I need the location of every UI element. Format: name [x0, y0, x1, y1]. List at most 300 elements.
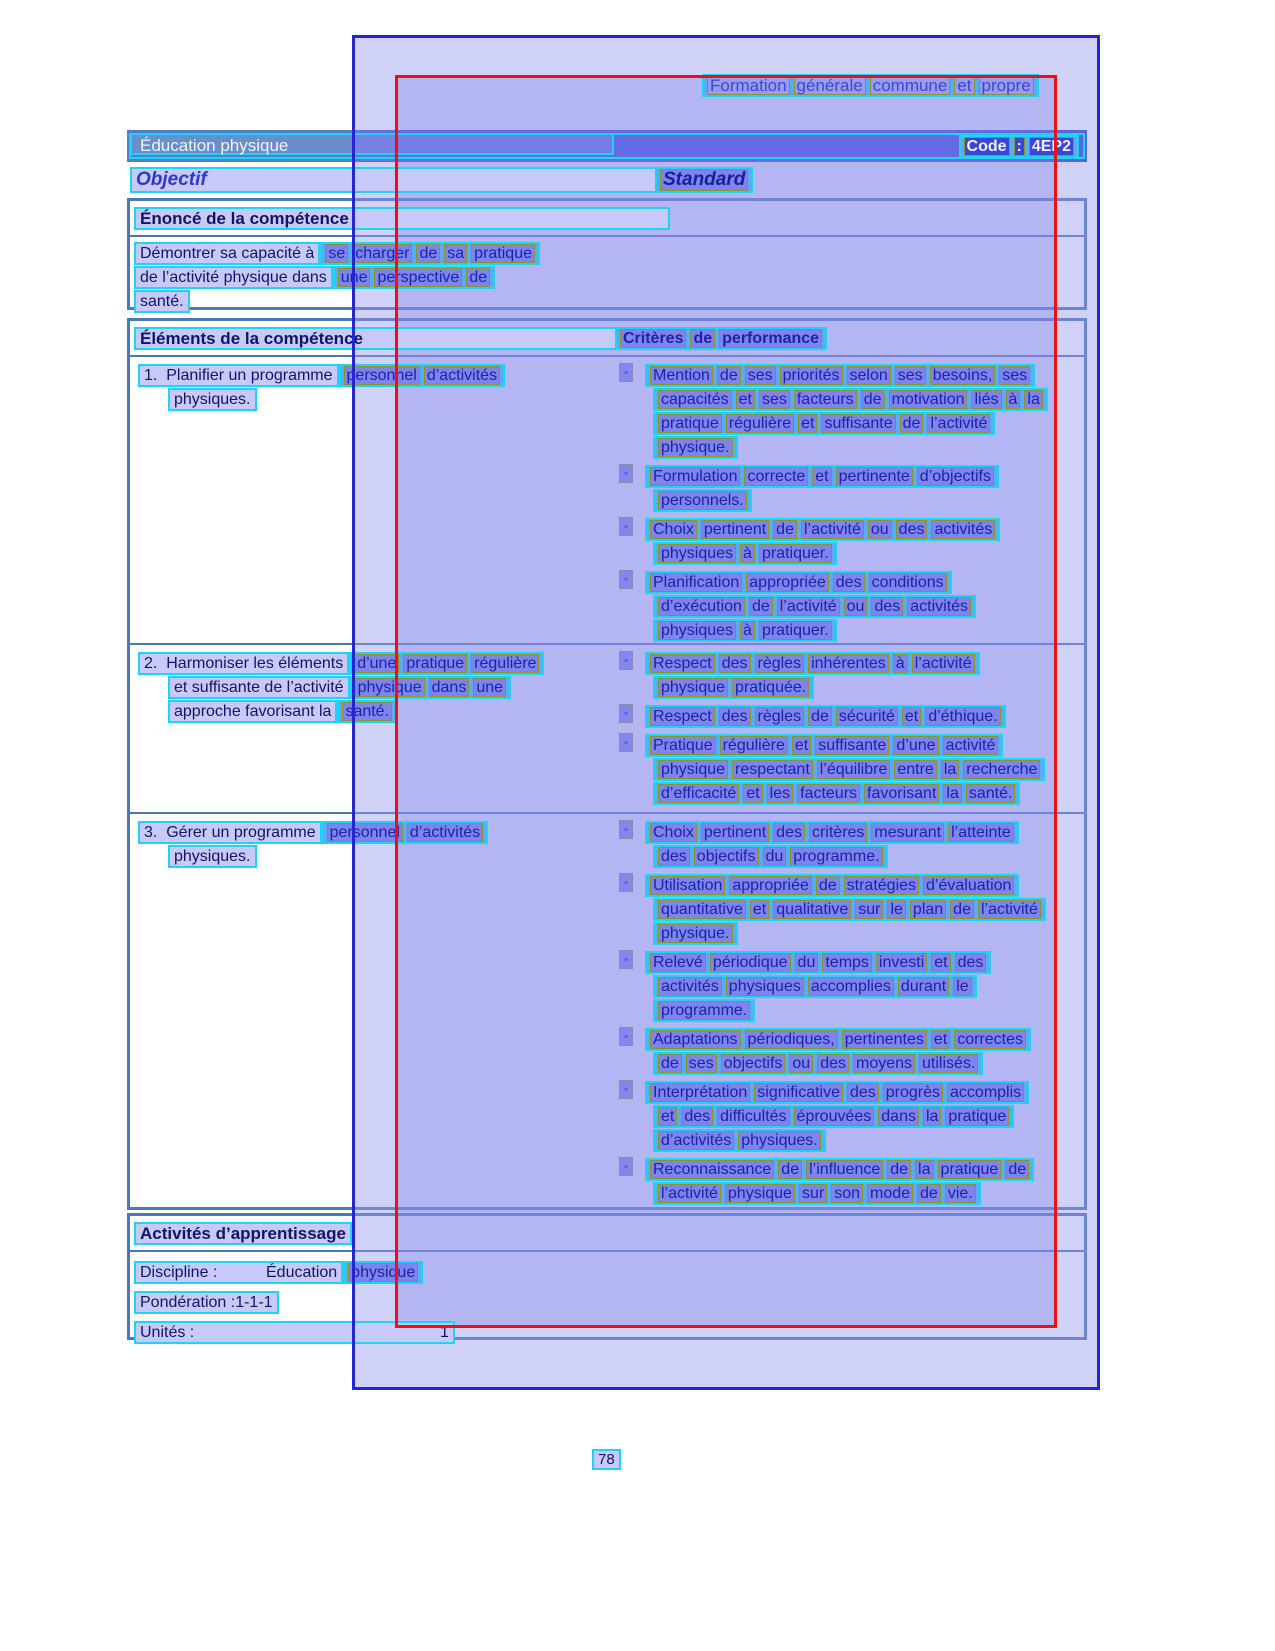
- ocr-word-box: plan: [910, 900, 946, 919]
- ocr-line-box: [645, 1081, 1029, 1104]
- criterion: [619, 517, 1080, 565]
- ocr-word-box: ses: [895, 366, 926, 385]
- ocr-word-box: de: [690, 329, 715, 348]
- criterion-line: [619, 873, 1080, 897]
- ocr-word-box: périodiques,: [745, 1030, 838, 1049]
- ocr-word-box: pratique: [403, 654, 467, 673]
- ocr-word-box: pratique: [938, 1160, 1002, 1179]
- ocr-word-box: sur: [799, 1184, 827, 1203]
- ocr-line-box: [653, 999, 755, 1022]
- ocr-word-box: facteurs: [797, 784, 860, 803]
- ocr-word-box: régulière: [720, 736, 788, 755]
- ocr-word-box: Planification: [650, 573, 742, 592]
- ocr-word-box: ses: [686, 1054, 717, 1073]
- ocr-word-box: règles: [755, 654, 805, 673]
- ocr-word-box: règles: [755, 707, 805, 726]
- ocr-line-box: [322, 821, 489, 844]
- ocr-word-box: de: [658, 1054, 682, 1073]
- ocr-word-box: suffisante: [821, 414, 895, 433]
- enonce-line: [134, 241, 1084, 265]
- criterion-line: [619, 1027, 1080, 1051]
- ocr-word-box: physique.: [658, 438, 733, 457]
- standard-label: [655, 166, 753, 193]
- criterion: [619, 464, 1080, 512]
- element-line: [168, 387, 613, 411]
- ocr-word-box: une: [338, 268, 371, 287]
- ocr-line-box: [653, 1182, 981, 1205]
- ocr-highlight: et suffisante de l’activité: [168, 676, 350, 699]
- ocr-word-box: stratégies: [844, 876, 919, 895]
- ocr-word-box: physique: [348, 1263, 418, 1282]
- ocr-word-box: moyens: [853, 1054, 915, 1073]
- activity-label: Pondération :: [140, 1294, 236, 1311]
- bullet-marker: ▪: [619, 1080, 633, 1099]
- ocr-word-box: à: [1006, 390, 1021, 409]
- ocr-word-box: pratiquée.: [732, 678, 809, 697]
- ocr-word-box: et: [743, 784, 762, 803]
- ocr-line-box: [653, 1129, 826, 1152]
- ocr-word-box: accomplis: [947, 1083, 1024, 1102]
- activities-box: [127, 1213, 1087, 1340]
- ocr-word-box: performance: [719, 329, 822, 348]
- criterion-line: [653, 1104, 1080, 1128]
- ocr-word-box: :: [1014, 137, 1025, 156]
- ocr-word-box: et: [954, 76, 974, 95]
- ocr-word-box: régulière: [726, 414, 794, 433]
- ocr-word-box: sa: [444, 244, 467, 263]
- ocr-word-box: pertinent: [701, 520, 769, 539]
- ocr-line-box: [653, 412, 995, 435]
- activities-title: Activités d’apprentissage: [134, 1222, 352, 1245]
- ocr-word-box: l’activité: [978, 900, 1041, 919]
- criterion: [619, 820, 1080, 868]
- activity-row: [134, 1320, 1084, 1344]
- criterion-line: [653, 781, 1080, 805]
- bullet-marker: ▪: [619, 464, 633, 483]
- ocr-word-box: de: [749, 597, 773, 616]
- criterion-line: [619, 363, 1080, 387]
- ocr-word-box: le: [887, 900, 905, 919]
- ocr-word-box: objectifs: [721, 1054, 786, 1073]
- ocr-word-box: besoins,: [930, 366, 996, 385]
- criterion-line: [653, 1128, 1080, 1152]
- ocr-word-box: et: [812, 467, 831, 486]
- ocr-word-box: des: [896, 520, 928, 539]
- criterion-line: [653, 921, 1080, 945]
- ocr-word-box: de: [917, 1184, 941, 1203]
- ocr-word-box: mode: [867, 1184, 913, 1203]
- criterion-line: [619, 651, 1080, 675]
- ocr-word-box: pertinentes: [842, 1030, 927, 1049]
- ocr-line-box: [653, 676, 814, 699]
- criteria-cell: [613, 814, 1084, 1206]
- ocr-line-box: [653, 898, 1046, 921]
- bullet-marker: ▪: [619, 1027, 633, 1046]
- ocr-line-box: [653, 1052, 983, 1075]
- ocr-word-box: la: [923, 1107, 941, 1126]
- ocr-word-box: l’activité: [777, 597, 840, 616]
- top-banner: [702, 73, 1087, 97]
- ocr-word-box: respectant: [732, 760, 813, 779]
- ocr-highlight: physiques.: [168, 845, 257, 868]
- ocr-word-box: objectifs: [694, 847, 759, 866]
- ocr-word-box: Code: [964, 137, 1010, 156]
- ocr-word-box: correctes: [954, 1030, 1026, 1049]
- bullet-marker: ▪: [619, 873, 633, 892]
- ocr-word-box: charger: [352, 244, 412, 263]
- ocr-line-box: [349, 652, 544, 675]
- ocr-word-box: l’activité: [801, 520, 864, 539]
- bullet-marker: ▪: [619, 363, 633, 382]
- ocr-word-box: physique: [355, 678, 425, 697]
- ocr-highlight: [134, 1261, 343, 1284]
- activity-value: Éducation: [266, 1264, 338, 1281]
- ocr-word-box: vie.: [945, 1184, 976, 1203]
- ocr-word-box: priorités: [780, 366, 843, 385]
- discipline-code: [959, 134, 1079, 158]
- competence-table-body: [130, 357, 1084, 1206]
- ocr-word-box: investi: [876, 953, 927, 972]
- criterion-line: [619, 1157, 1080, 1181]
- ocr-word-box: de: [900, 414, 924, 433]
- criterion-line: [653, 1181, 1080, 1205]
- ocr-word-box: des: [658, 847, 690, 866]
- ocr-word-box: son: [831, 1184, 863, 1203]
- ocr-word-box: des: [719, 654, 751, 673]
- ocr-word-box: et: [736, 390, 755, 409]
- ocr-word-box: quantitative: [658, 900, 746, 919]
- ocr-line-box: [645, 1158, 1034, 1181]
- ocr-word-box: liés: [971, 390, 1001, 409]
- ocr-word-box: et: [750, 900, 769, 919]
- element-line: [168, 699, 613, 723]
- ocr-word-box: sur: [855, 900, 883, 919]
- ocr-word-box: pratique: [658, 414, 722, 433]
- ocr-word-box: des: [817, 1054, 849, 1073]
- element-cell: [130, 357, 613, 643]
- ocr-word-box: d’une: [354, 654, 399, 673]
- ocr-word-box: physiques.: [738, 1131, 821, 1150]
- bullet-marker: ▪: [619, 1157, 633, 1176]
- ocr-word-box: éprouvées: [794, 1107, 875, 1126]
- ocr-word-box: personnel: [327, 823, 403, 842]
- competence-row: [130, 643, 1084, 812]
- bullet-marker: ▪: [619, 950, 633, 969]
- ocr-word-box: Respect: [650, 654, 715, 673]
- ocr-line-box: [645, 518, 1000, 541]
- element-line: [168, 675, 613, 699]
- discipline-bar: [127, 130, 1087, 162]
- ocr-word-box: pratiquer.: [759, 621, 832, 640]
- ocr-word-box: Respect: [650, 707, 715, 726]
- element-cell: [130, 645, 613, 812]
- ocr-word-box: à: [893, 654, 908, 673]
- ocr-word-box: périodique: [710, 953, 791, 972]
- ocr-word-box: d’activités: [424, 366, 500, 385]
- ocr-word-box: des: [833, 573, 865, 592]
- ocr-word-box: Formation: [707, 76, 790, 95]
- ocr-highlight: 1. Planifier un programme: [138, 364, 339, 387]
- ocr-line-box: [350, 676, 511, 699]
- ocr-line-box: [653, 975, 977, 998]
- ocr-word-box: santé.: [966, 784, 1016, 803]
- ocr-highlight: 2. Harmoniser les éléments: [138, 652, 349, 675]
- ocr-word-box: l’influence: [806, 1160, 883, 1179]
- criterion-line: [653, 998, 1080, 1022]
- ocr-highlight: 3. Gérer un programme: [138, 821, 322, 844]
- element-line: [138, 651, 613, 675]
- enonce-box: [127, 198, 1087, 310]
- ocr-word-box: capacités: [658, 390, 732, 409]
- ocr-word-box: de: [717, 366, 741, 385]
- ocr-word-box: d’éthique.: [925, 707, 1000, 726]
- ocr-line-box: [653, 619, 837, 642]
- ocr-word-box: pratique: [945, 1107, 1009, 1126]
- criterion-line: [619, 820, 1080, 844]
- ocr-word-box: significative: [754, 1083, 843, 1102]
- ocr-word-box: perspective: [374, 268, 462, 287]
- ocr-word-box: appropriée: [729, 876, 812, 895]
- bullet-marker: ▪: [619, 733, 633, 752]
- enonce-title: Énoncé de la compétence: [134, 207, 670, 230]
- ocr-word-box: activité: [943, 736, 999, 755]
- ocr-word-box: générale: [794, 76, 866, 95]
- criterion-line: [653, 844, 1080, 868]
- competence-row: [130, 812, 1084, 1206]
- ocr-word-box: d’évaluation: [923, 876, 1014, 895]
- ocr-word-box: physiques: [658, 621, 736, 640]
- ocr-word-box: correcte: [744, 467, 808, 486]
- ocr-word-box: qualitative: [773, 900, 851, 919]
- activity-row: [134, 1290, 1084, 1314]
- ocr-line-box: [655, 167, 753, 193]
- ocr-word-box: du: [795, 953, 819, 972]
- ocr-line-box: [339, 364, 506, 387]
- ocr-word-box: de: [416, 244, 440, 263]
- ocr-word-box: les: [767, 784, 793, 803]
- ocr-line-box: [645, 874, 1019, 897]
- ocr-word-box: Interprétation: [650, 1083, 750, 1102]
- ocr-word-box: pratiquer.: [759, 544, 832, 563]
- ocr-word-box: critères: [809, 823, 867, 842]
- ocr-word-box: activités: [907, 597, 971, 616]
- bullet-marker: ▪: [619, 517, 633, 536]
- ocr-line-box: [702, 74, 1039, 97]
- ocr-word-box: d’exécution: [658, 597, 745, 616]
- ocr-word-box: des: [955, 953, 987, 972]
- ocr-word-box: durant: [898, 977, 949, 996]
- element-line: [138, 363, 613, 387]
- ocr-word-box: commune: [870, 76, 951, 95]
- activity-value: 1: [440, 1324, 449, 1341]
- ocr-word-box: la: [941, 760, 959, 779]
- criterion: [619, 704, 1080, 728]
- ocr-line-box: [653, 845, 888, 868]
- criterion: [619, 733, 1080, 805]
- ocr-word-box: physique: [725, 1184, 795, 1203]
- ocr-word-box: Mention: [650, 366, 713, 385]
- ocr-word-box: du: [763, 847, 787, 866]
- ocr-word-box: l’équilibre: [817, 760, 891, 779]
- ocr-line-box: [645, 571, 952, 594]
- ocr-line-box: [653, 782, 1020, 805]
- ocr-word-box: dans: [429, 678, 470, 697]
- element-line: [168, 844, 613, 868]
- ocr-highlight: Démontrer sa capacité à: [134, 242, 320, 265]
- ocr-word-box: et: [792, 736, 811, 755]
- criterion-line: [653, 974, 1080, 998]
- ocr-word-box: Relevé: [650, 953, 706, 972]
- ocr-word-box: la: [1024, 390, 1042, 409]
- criterion: [619, 570, 1080, 642]
- ocr-word-box: ou: [868, 520, 892, 539]
- ocr-word-box: Standard: [660, 169, 748, 191]
- ocr-word-box: à: [740, 621, 755, 640]
- ocr-word-box: pertinent: [701, 823, 769, 842]
- element-cell: [130, 814, 613, 1206]
- bullet-marker: ▪: [619, 704, 633, 723]
- discipline-title: Éducation physique: [130, 133, 614, 155]
- ocr-word-box: la: [915, 1160, 933, 1179]
- ocr-word-box: d’efficacité: [658, 784, 739, 803]
- ocr-word-box: ses: [999, 366, 1030, 385]
- activity-label: Discipline :: [140, 1264, 218, 1281]
- ocr-word-box: dans: [878, 1107, 919, 1126]
- criterion-line: [653, 897, 1080, 921]
- ocr-word-box: des: [773, 823, 805, 842]
- ocr-word-box: activités: [658, 977, 722, 996]
- criterion-line: [619, 464, 1080, 488]
- ocr-line-box: [645, 951, 991, 974]
- ocr-word-box: d’objectifs: [917, 467, 994, 486]
- ocr-word-box: Choix: [650, 823, 697, 842]
- ocr-word-box: conditions: [869, 573, 947, 592]
- criterion: [619, 1080, 1080, 1152]
- enonce-line: [134, 265, 1084, 289]
- ocr-word-box: selon: [847, 366, 891, 385]
- ocr-word-box: motivation: [889, 390, 968, 409]
- ocr-word-box: appropriée: [746, 573, 829, 592]
- ocr-word-box: de: [950, 900, 974, 919]
- ocr-word-box: ou: [844, 597, 868, 616]
- ocr-word-box: Pratique: [650, 736, 716, 755]
- activity-label: Unités :: [140, 1324, 195, 1341]
- activity-value: 1-1-1: [235, 1294, 273, 1311]
- ocr-line-box: [653, 922, 738, 945]
- ocr-line-box: [645, 465, 999, 488]
- ocr-word-box: des: [847, 1083, 879, 1102]
- ocr-line-box: [653, 436, 738, 459]
- ocr-word-box: physique: [658, 760, 728, 779]
- ocr-line-box: [653, 489, 752, 512]
- ocr-line-box: [343, 1261, 423, 1284]
- ocr-word-box: et: [931, 1030, 950, 1049]
- ocr-word-box: de: [466, 268, 490, 287]
- page-number-value: 78: [592, 1449, 621, 1470]
- activities-body: [130, 1252, 1084, 1344]
- ocr-highlight: de l’activité physique dans: [134, 266, 333, 289]
- ocr-word-box: propre: [979, 76, 1034, 95]
- ocr-word-box: à: [740, 544, 755, 563]
- column-header-row: [127, 166, 1087, 196]
- ocr-word-box: suffisante: [815, 736, 889, 755]
- ocr-word-box: sécurité: [836, 707, 898, 726]
- ocr-word-box: personnels.: [658, 491, 747, 510]
- ocr-line-box: [615, 327, 827, 350]
- ocr-word-box: d’activités: [407, 823, 483, 842]
- ocr-word-box: et: [798, 414, 817, 433]
- ocr-word-box: Choix: [650, 520, 697, 539]
- ocr-word-box: et: [931, 953, 950, 972]
- elements-header: Éléments de la compétence: [134, 327, 618, 350]
- ocr-highlight: [134, 1291, 279, 1314]
- criterion: [619, 651, 1080, 699]
- ocr-word-box: ses: [759, 390, 790, 409]
- ocr-word-box: de: [1005, 1160, 1029, 1179]
- ocr-word-box: la: [943, 784, 961, 803]
- ocr-line-box: [645, 734, 1003, 757]
- ocr-word-box: de: [778, 1160, 802, 1179]
- ocr-word-box: favorisant: [864, 784, 939, 803]
- criterion: [619, 1027, 1080, 1075]
- ocr-line-box: [959, 135, 1079, 158]
- ocr-word-box: recherche: [963, 760, 1040, 779]
- ocr-line-box: [645, 652, 980, 675]
- ocr-word-box: ou: [789, 1054, 813, 1073]
- criteria-cell: [613, 357, 1084, 643]
- ocr-word-box: personnel: [344, 366, 420, 385]
- ocr-word-box: mesurant: [871, 823, 944, 842]
- criterion-line: [619, 950, 1080, 974]
- ocr-word-box: et: [658, 1107, 677, 1126]
- ocr-word-box: pertinente: [836, 467, 913, 486]
- ocr-word-box: de: [887, 1160, 911, 1179]
- bullet-marker: ▪: [619, 820, 633, 839]
- criteria-cell: [613, 645, 1084, 812]
- activity-row: [134, 1260, 1084, 1284]
- ocr-line-box: [333, 266, 495, 289]
- bullet-marker: ▪: [619, 651, 633, 670]
- ocr-word-box: une: [473, 678, 506, 697]
- ocr-word-box: de: [861, 390, 885, 409]
- ocr-word-box: ses: [745, 366, 776, 385]
- criterion-line: [653, 435, 1080, 459]
- enonce-header: [130, 201, 1084, 237]
- ocr-word-box: Formulation: [650, 467, 740, 486]
- ocr-line-box: [337, 700, 397, 723]
- ocr-word-box: physiques: [658, 544, 736, 563]
- criterion-line: [619, 733, 1080, 757]
- ocr-word-box: de: [808, 707, 832, 726]
- activities-header: [130, 1216, 1084, 1252]
- enonce-body: [130, 237, 1084, 313]
- ocr-word-box: l’atteinte: [948, 823, 1014, 842]
- ocr-line-box: [645, 364, 1035, 387]
- ocr-word-box: santé.: [342, 702, 392, 721]
- ocr-word-box: physiques: [726, 977, 804, 996]
- ocr-word-box: des: [871, 597, 903, 616]
- ocr-word-box: physique.: [658, 924, 733, 943]
- element-line: [138, 820, 613, 844]
- criterion-line: [619, 517, 1080, 541]
- criterion-line: [653, 387, 1080, 411]
- ocr-word-box: progrès: [883, 1083, 943, 1102]
- ocr-word-box: physique: [658, 678, 728, 697]
- bullet-marker: ▪: [619, 570, 633, 589]
- criterion-line: [653, 1051, 1080, 1075]
- criterion-line: [619, 570, 1080, 594]
- ocr-word-box: programme.: [658, 1001, 750, 1020]
